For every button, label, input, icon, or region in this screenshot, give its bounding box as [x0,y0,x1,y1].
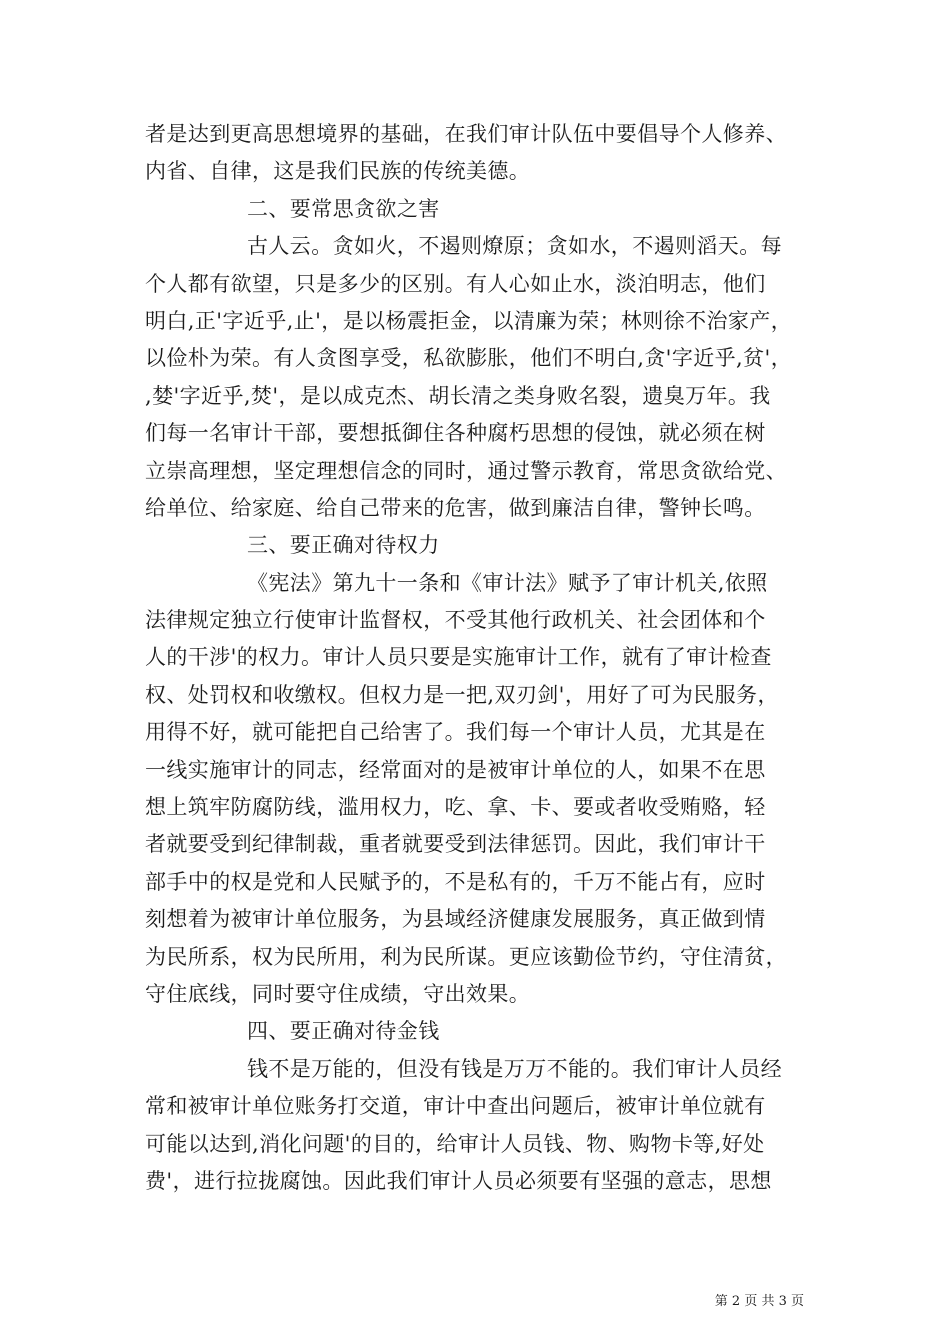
text-line: ,婪'字近乎,焚'，是以成克杰、胡长清之类身败名裂，遗臭万年。我 [145,383,771,408]
text-line: 内省、自律，这是我们民族的传统美德。 [145,159,531,184]
text-line: 用得不好，就可能把自己给害了。我们每一个审计人员，尤其是在 [145,720,766,745]
text-line: 守住底线，同时要守住成绩，守出效果。 [145,981,531,1006]
text-line: 们每一名审计干部，要想抵御住各种腐朽思想的侵蚀，就必须在树 [145,421,766,446]
text-line: 给单位、给家庭、给自己带来的危害，做到廉洁自律，警钟长鸣。 [145,495,766,520]
text-line: 立崇高理想，坚定理想信念的同时，通过警示教育，常思贪欲给党、 [145,458,787,483]
text-line: 个人都有欲望，只是多少的区别。有人心如止水，淡泊明志，他们 [145,271,766,296]
text-line: 法律规定独立行使审计监督权，不受其他行政机关、社会团体和个 [145,608,766,633]
page-footer: 第 2 页 共 3 页 [714,1294,804,1309]
text-line: 人的干涉'的权力。审计人员只要是实施审计工作，就有了审计检查 [145,645,772,670]
text-line: 三、要正确对待权力 [247,533,440,558]
document-body [145,116,835,1200]
text-line: 四、要正确对待金钱 [247,1019,440,1044]
text-line: 者是达到更高思想境界的基础，在我们审计队伍中要倡导个人修养、 [145,122,787,146]
text-line: 部手中的权是党和人民赋予的，不是私有的，千万不能占有，应时 [145,869,766,894]
text-line: 想上筑牢防腐防线，滥用权力，吃、拿、卡、要或者收受贿赂，轻 [145,795,766,820]
text-line: 费'，进行拉拢腐蚀。因此我们审计人员必须要有坚强的意志，思想 [145,1168,772,1193]
text-line: 明白,正'字近乎,止'，是以杨震拒金，以清廉为荣；林则徐不治家产， [145,308,793,333]
text-line: 《宪法》第九十一条和《审计法》赋予了审计机关,依照 [247,570,768,595]
text-line: 为民所系，权为民所用，利为民所谋。更应该勤俭节约，守住清贫， [145,944,787,969]
text-line: 者就要受到纪律制裁，重者就要受到法律惩罚。因此，我们审计干 [145,832,766,857]
text-line: 一线实施审计的同志，经常面对的是被审计单位的人，如果不在思 [145,757,766,782]
text-line: 常和被审计单位账务打交道，审计中查出问题后，被审计单位就有 [145,1094,766,1119]
text-line: 二、要常思贪欲之害 [247,196,440,221]
text-line: 可能以达到,消化问题'的目的，给审计人员钱、物、购物卡等,好处 [145,1131,765,1156]
text-line: 古人云。贪如火，不遏则燎原；贪如水，不遏则滔天。每 [247,234,782,259]
text-line: 权、处罚权和收缴权。但权力是一把,双刃剑'，用好了可为民服务， [145,682,779,707]
text-line: 钱不是万能的，但没有钱是万万不能的。我们审计人员经 [247,1056,782,1081]
text-line: 以俭朴为荣。有人贪图享受，私欲膨胀，他们不明白,贪'字近乎,贫'， [145,346,793,371]
text-line: 刻想着为被审计单位服务，为县域经济健康发展服务，真正做到情 [145,907,766,932]
